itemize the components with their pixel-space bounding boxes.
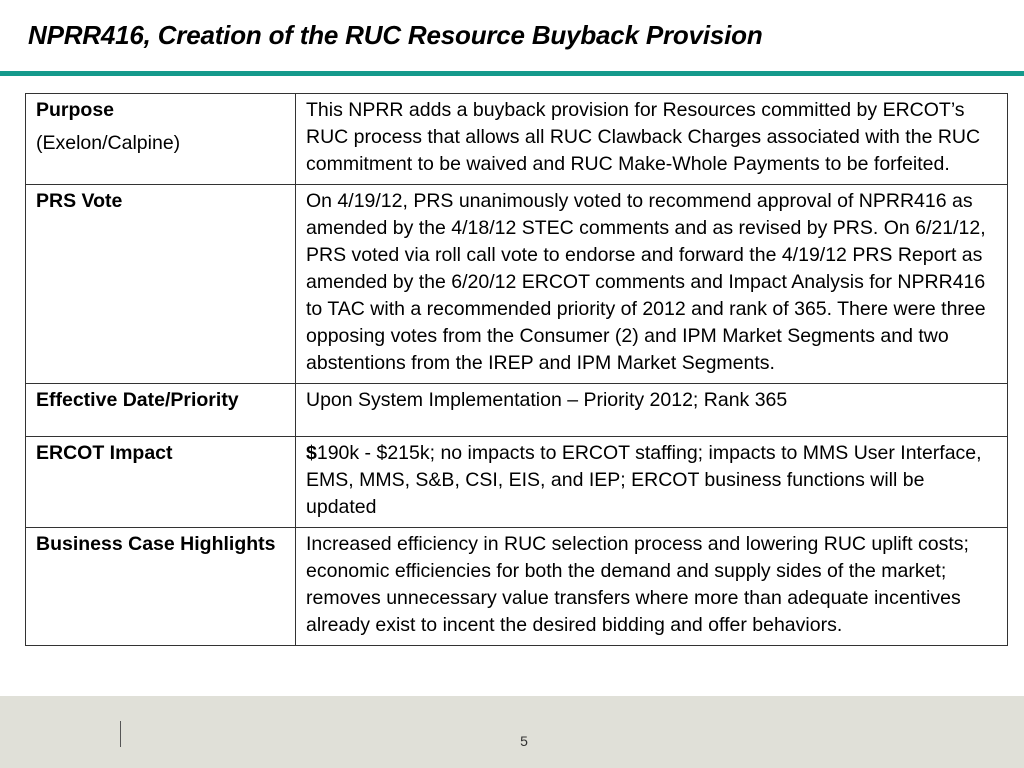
- row-value: Upon System Implementation – Priority 2012; Rank 365: [296, 384, 1008, 437]
- table-row-prs-vote: [26, 185, 1008, 384]
- slide-title: NPRR416, Creation of the RUC Resource Buyback Provision: [28, 20, 763, 50]
- footer-band: [0, 696, 1024, 768]
- row-label: ERCOT Impact: [26, 437, 296, 528]
- table-row-ercot-impact: [26, 437, 1008, 528]
- row-label: Effective Date/Priority: [26, 384, 296, 437]
- row-value: This NPRR adds a buyback provision for Resources committed by ERCOT’s RUC process that allows all RUC Clawback Charges associated with the RUC commitment to be waived and RUC Make-Whole Payments to be forfeited.: [296, 94, 1008, 185]
- row-label: PRS Vote: [26, 185, 296, 384]
- row-value-cell: [296, 437, 1008, 528]
- row-value: 190k - $215k; no impacts to ERCOT staffing; impacts to MMS User Interface, EMS, MMS, S&B, CSI, EIS, and IEP; ERCOT business functions will be updated: [306, 442, 982, 518]
- title-divider: [0, 71, 1024, 76]
- table-row-business-case: [26, 528, 1008, 646]
- table-row-effective-date: [26, 384, 1008, 437]
- row-value: On 4/19/12, PRS unanimously voted to recommend approval of NPRR416 as amended by the 4/18/12 STEC comments and as revised by PRS. On 6/21/12, PRS voted via roll call vote to endorse and forward the 4/19/12 PRS Report as amended by the 6/20/12 ERCOT comments and Impact Analysis for NPRR416 to TAC with a recommended priority of 2012 and rank of 365. There were three opposing votes from the Consumer (2) and IPM Market Segments and two abstentions from the IREP and IPM Market Segments.: [296, 185, 1008, 384]
- footer-tick-mark: [120, 721, 121, 747]
- table-row-purpose: [26, 94, 1008, 185]
- row-label: Purpose: [36, 99, 115, 121]
- row-value: Increased efficiency in RUC selection process and lowering RUC uplift costs; economic efficiencies for both the demand and supply sides of the market; removes unnecessary value transfers where more than adequate incentives already exist to incent the desired bidding and offer behaviors.: [296, 528, 1008, 646]
- row-sublabel: (Exelon/Calpine): [36, 132, 181, 154]
- page-number: 5: [520, 733, 528, 749]
- row-label: Business Case Highlights: [26, 528, 296, 646]
- row-value-prefix: $: [306, 442, 317, 464]
- nprr-summary-table: [25, 93, 1008, 646]
- row-label-cell: [26, 94, 296, 185]
